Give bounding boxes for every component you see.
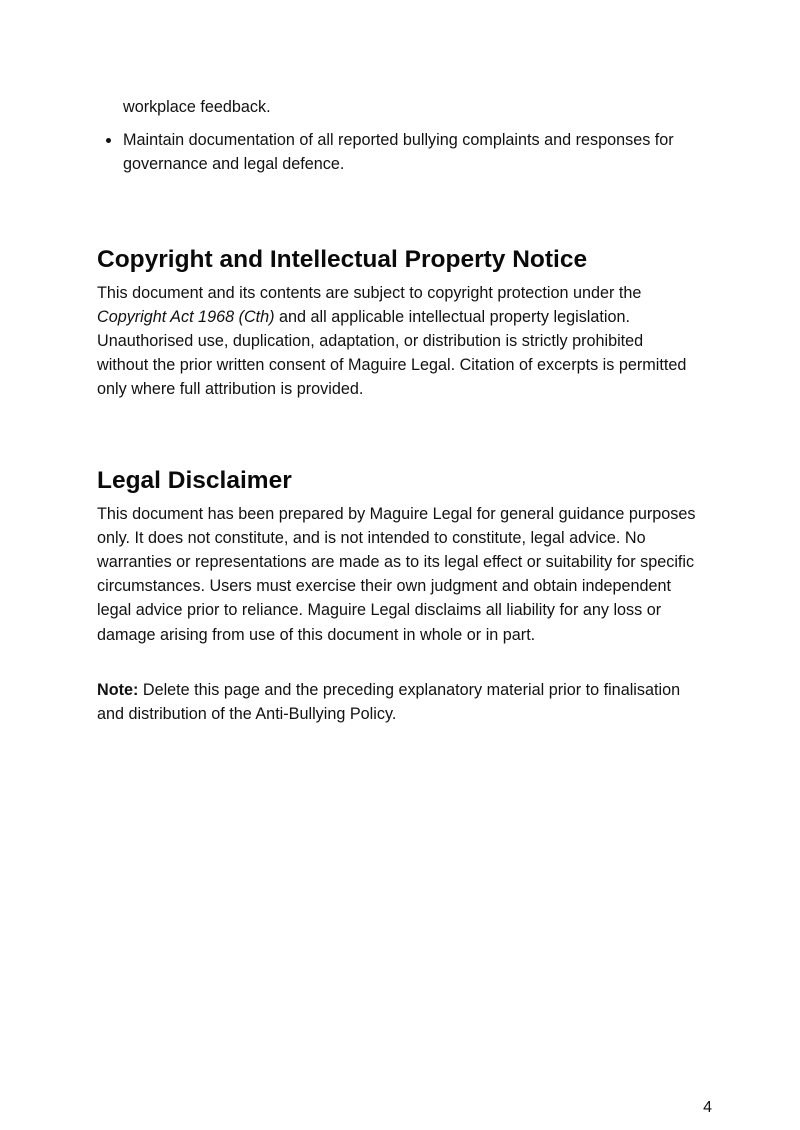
disclaimer-heading: Legal Disclaimer	[97, 466, 292, 494]
note-text: Delete this page and the preceding explanatory material prior to finalisation and distribution of the Anti-Bullying Policy.	[97, 680, 681, 724]
bullet-list	[97, 128, 697, 176]
list-item-continuation: workplace feedback.	[123, 98, 271, 116]
page-number: 4	[703, 1099, 712, 1116]
copyright-text-after: and all applicable intellectual property legislation. Unauthorised use, duplication, adaptation, or distribution is strictly prohibited without the prior written consent of Maguire Legal. Citation of excerpts is permitted only where full attribution is provided.	[97, 307, 687, 399]
disclaimer-paragraph: This document has been prepared by Maguire Legal for general guidance purposes only. It does not constitute, and is not intended to constitute, legal advice. No warranties or representations are made as to its legal effect or suitability for specific circumstances. Users must exercise their own judgment and obtain independent legal advice prior to reliance. Maguire Legal disclaims all liability for any loss or damage arising from use of this document in whole or in part.	[97, 504, 696, 644]
list-item	[123, 128, 697, 176]
copyright-paragraph	[97, 281, 697, 402]
note-paragraph	[97, 678, 697, 726]
list-item-text: Maintain documentation of all reported bullying complaints and responses for governance and legal defence.	[123, 131, 674, 174]
bullet-icon	[106, 138, 111, 143]
copyright-heading: Copyright and Intellectual Property Notice	[97, 245, 588, 273]
page-content	[97, 95, 697, 726]
copyright-act-name: Copyright Act 1968 (Cth)	[97, 307, 275, 326]
note-label: Note:	[97, 680, 139, 699]
copyright-text-before: This document and its contents are subject to copyright protection under the	[97, 283, 642, 302]
